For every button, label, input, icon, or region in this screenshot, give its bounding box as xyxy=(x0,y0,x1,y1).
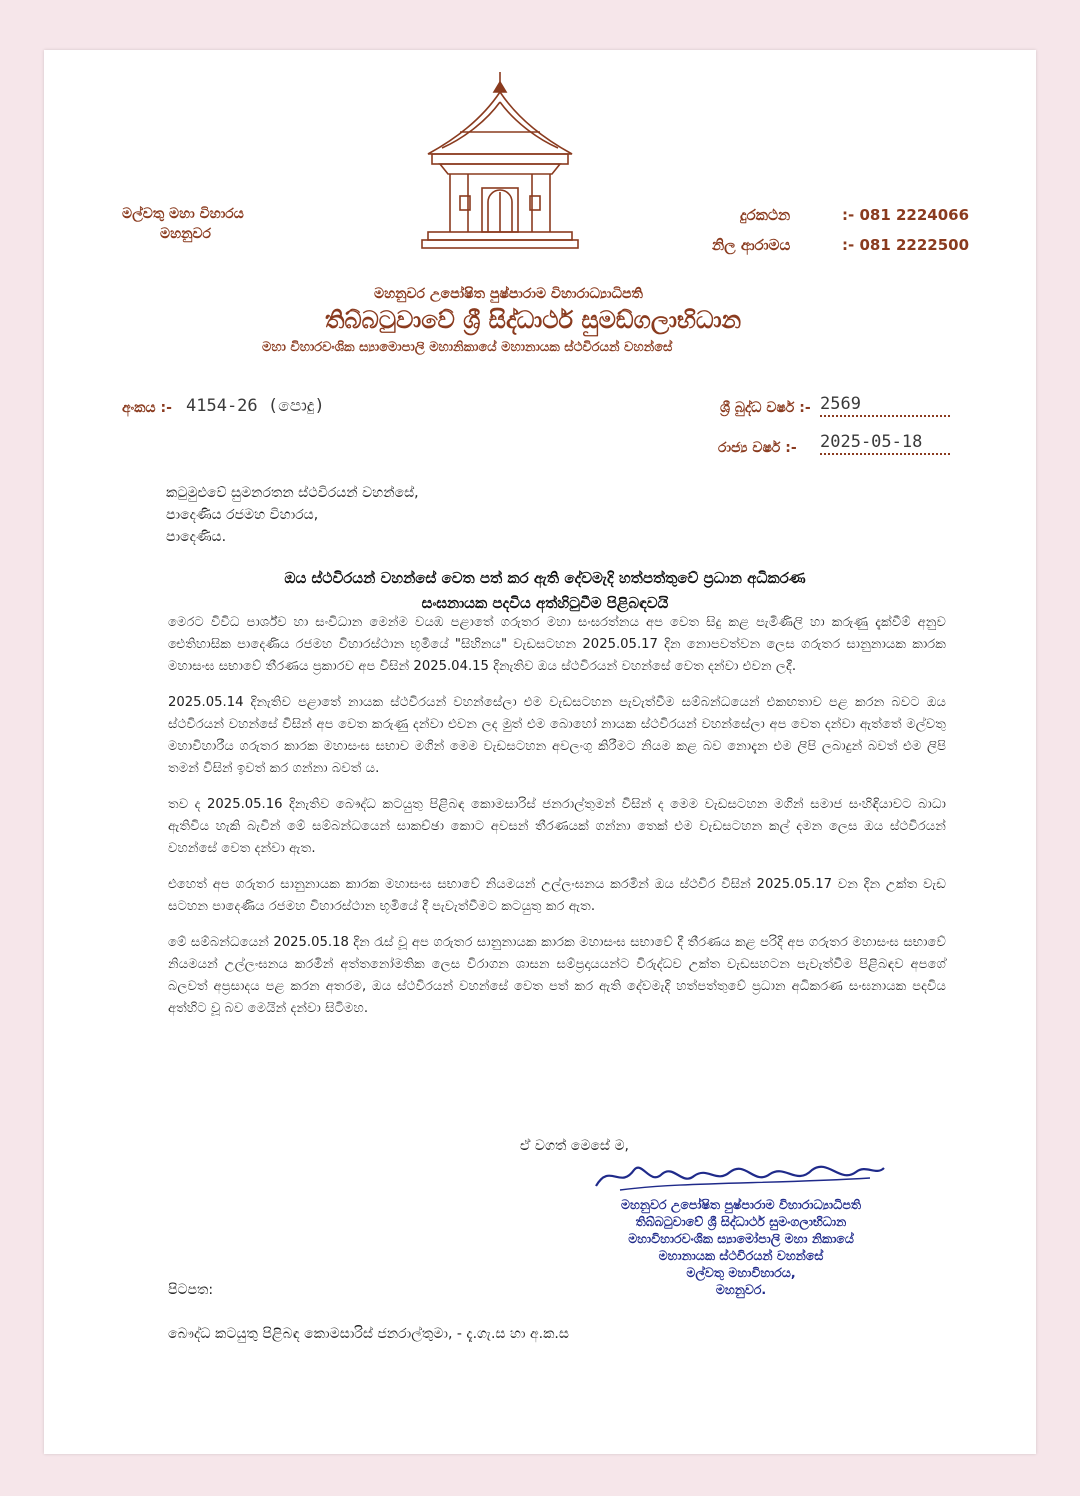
recipient-line3: පාදෙණිය. xyxy=(166,529,227,545)
signature-line2: තිබ්බටුවාවේ ශ්‍රී සිද්ධාර්ථ සුමංගලාභිධාන xyxy=(635,1214,847,1229)
copies-label: පිටපත: xyxy=(168,1282,214,1298)
phone2-label: නිල ආරාමය xyxy=(712,236,791,254)
ref-label: අංකය :- xyxy=(122,400,172,416)
signature-block xyxy=(586,1196,896,1298)
signature-line1: මහනුවර උපෝෂිත පුෂ්පාරාම විහාරාධ්‍යාධිපති xyxy=(620,1197,862,1212)
subject-line1: ඔය ස්ථවිරයන් වහන්සේ වෙත පත් කර ඇති දේවමැදි හත්පත්තුවේ ප්‍රධාන අධිකරණ xyxy=(284,569,806,587)
body-paragraph-3: තව ද 2025.05.16 දිනැතිව බෞද්ධ කටයුතු පිළිබඳ කොමසාරිස් ජනරාල්තුමන් විසින් ද මෙම වැඩසටහන මගින් සමාජ සංහිඳියාවට බාධා ඇතිවිය හැකි බැවින් මේ සම්බන්ධයෙන් සාකච්ඡා කොට අවසන් තීරණයක් ගන්නා තෙක් එම වැඩසටහන කල් දමන ලෙස ඔය ස්ථවිරයන් වහන්සේ වෙත දන්වා ඇත. xyxy=(168,797,946,856)
letterhead-title-name: තිබ්බටුවාවේ ශ්‍රී සිද්ධාර්ථ සුමඞ්ගලාභිධාන xyxy=(325,306,742,334)
letterhead-title-line1: මහනුවර උපෝෂිත පුෂ්පාරාම විහාරාධ්‍යාධිපති xyxy=(374,286,643,302)
letterhead-city: මහනුවර xyxy=(160,226,211,242)
subject-line2: සංඝනායක පදවිය අත්හිටුවීම පිළිබඳවයි xyxy=(421,594,669,612)
buddha-year-label: ශ්‍රී බුද්ධ වර්ෂ :- xyxy=(720,400,811,416)
signature-line4: මහානායක ස්ථවිරයන් වහන්සේ xyxy=(658,1248,824,1263)
temple-logo-icon xyxy=(420,62,580,262)
body-paragraph-1: මෙරට විවිධ පාර්ශ්ව හා සංවිධාන මෙන්ම වයඹ පළාතේ ගරුතර මහා සංඝරත්නය අප වෙත සිදු කළ පැමිණිලි හා කරුණු දැක්වීම් අනුව ඓතිහාසික පාදෙණිය රජමහ විහාරස්ථාන භූමියේ "සිහිනය" වැඩසටහන 2025.05.17 දින නොපවත්වන ලෙස ගරුතර සානුනායක කාරක මහාසංඝ සභාවේ තීරණය ප්‍රකාරව අප විසින් 2025.04.15 දිනැතිව ඔය ස්ථවිරයන් වහන්සේ වෙත දන්වා එවන ලදී. xyxy=(168,615,946,674)
body-paragraph-4: එහෙත් අප ගරුතර සානුනායක කාරක මහාසංඝ සභාවේ නියමයන් උල්ලංඝනය කරමින් ඔය ස්ථවිර විසින් 2025.05.17 වන දින උක්ත වැඩ සටහන පාදෙණිය රජමහ විහාරස්ථාන භූමියේ දී පැවැත්වීමට කටයුතු කර ඇත. xyxy=(168,877,946,914)
handwritten-signature xyxy=(590,1156,890,1196)
signature-line5: මල්වතු මහාවිහාරය, xyxy=(686,1265,796,1280)
letter-subject xyxy=(150,566,940,616)
letterhead-temple-name: මල්වතු මහා විහාරය xyxy=(122,206,244,222)
phone1-label: දුරකථන xyxy=(740,206,791,224)
body-paragraph-5: මේ සම්බන්ධයෙන් 2025.05.18 දින රැස් වූ අප ගරුතර සානුනායක කාරක මහාසංඝ සභාවේ දී තීරණය කළ පරිදි අප ගරුතර මහාසංඝ සභාවේ නියමයන් උල්ලංඝනය කරමින් අත්තනෝමතික ලෙස විරාගන ශාසන සම්ප්‍රදායයන්ට විරුද්ධව උක්ත වැඩසහටන පැවැත්වීම පිළිබඳව අපගේ බලවත් අප්‍රසාදය පළ කරන අතරම, ඔය ස්ථවිරයන් වහන්සේ වෙත පත් කර ඇති දේවමැදි හත්පත්තුවේ ප්‍රධාන අධිකරණ සංඝනායක පදවිය අත්හිට වූ බව මෙයින් දන්වා සිටිමහ. xyxy=(168,935,946,1016)
state-year-value: 2025-05-18 xyxy=(820,432,950,455)
signature-line3: මහාවිහාරවංශික ස්‍යාමෝපාලි මහා නිකායේ xyxy=(628,1231,854,1246)
signature-line6: මහනුවර. xyxy=(715,1282,767,1297)
body-paragraph-2: 2025.05.14 දිනැතිව පළාතේ නායක ස්ථවිරයන් වහන්සේලා එම වැඩසටහන පැවැත්වීම සම්බන්ධයෙන් එකඟතාව පළ කරන බවට ඔය ස්ථවිරයන් වහන්සේ විසින් අප වෙත කරුණු දන්වා එවන ලද මුත් එම බොහෝ නායක ස්ථවිරයන් වහන්සේලා අප වෙත දන්වා ඇත්තේ මල්වතු මහාවිහාරීය ගරුතර කාරක මහාසංඝ සභාව මගින් මෙම වැඩසටහන අවලංගු කිරීමට නියම කළ බව නොදැන එම ලිපි ලබාදුන් බවත් එම ලිපි තමන් විසින් ඉවත් කර ගන්නා බවත් ය. xyxy=(168,695,946,776)
letter-body xyxy=(168,612,946,1034)
state-year-label: රාජ්‍ය වර්ෂ :- xyxy=(718,440,797,456)
phone2-value: :- 081 2222500 xyxy=(842,236,970,254)
copies-recipient: බෞද්ධ කටයුතු පිළිබඳ කොමසාරිස් ජනරාල්තුමා, - දැ.ගැ.ස හා අ.ක.ස xyxy=(168,1326,569,1342)
recipient-line2: පාදෙණිය රජමහ විහාරය, xyxy=(166,507,319,523)
letterhead-title-line3: මහා විහාරවංශික ස්‍යාමොපාලි මහානිකායේ මහානායක ස්ථවිරයන් වහන්සේ xyxy=(262,340,673,355)
buddha-year-value: 2569 xyxy=(820,394,950,417)
phone1-value: :- 081 2224066 xyxy=(842,206,970,224)
closing-phrase: ඒ වගත් මෙසේ ම, xyxy=(520,1138,629,1154)
recipient-line1: කටුමුළුවේ සුමනරතන ස්ථවිරයන් වහන්සේ, xyxy=(166,485,419,501)
recipient-address xyxy=(166,482,419,548)
ref-value: 4154-26 (පොදු) xyxy=(186,396,325,416)
